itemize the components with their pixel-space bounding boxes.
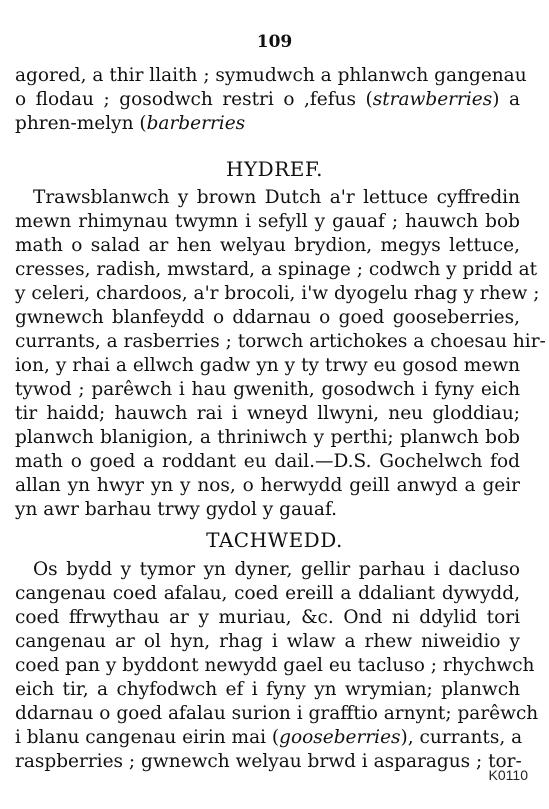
- line-text: allan yn hwyr yn y nos, o herwydd geill anwyd a geir: [15, 475, 520, 496]
- line-text: yn awr barhau trwy gydol y gauaf.: [15, 499, 338, 520]
- text-line: [15, 702, 539, 726]
- text-line: [15, 654, 535, 678]
- text-line: [15, 112, 520, 136]
- section-heading-hydref: HYDREF.: [226, 157, 323, 181]
- line-text: coed pan y byddont newydd gael eu tacluso ; rhychwch: [15, 655, 535, 676]
- line-text: y celeri, chardoos, a'r brocoli, i'w dyogelu rhag y rhew ;: [15, 283, 540, 304]
- line-text: cangenau ar ol hyn, rhag i wlaw a rhew niweidio y: [15, 631, 520, 652]
- text-line: [15, 354, 520, 378]
- text-line: [15, 258, 538, 282]
- italic-term: gooseberries: [279, 727, 401, 748]
- line-text: mewn rhimynau twymn i sefyll y gauaf ; hauwch bob: [15, 211, 520, 232]
- text-line: [15, 234, 520, 258]
- text-line: [15, 726, 523, 750]
- text-line: [15, 306, 520, 330]
- line-text: ) a: [492, 89, 520, 110]
- text-line: [15, 402, 520, 426]
- archive-stamp: K0110: [488, 767, 528, 783]
- text-line: [15, 498, 520, 522]
- text-line: [15, 678, 520, 702]
- text-line: [15, 426, 520, 450]
- text-line: [15, 582, 520, 606]
- line-text: coed ffrwythau ar y muriau, &c. Ond ni ddylid tori: [15, 607, 520, 628]
- line-text: planwch blanigion, a thriniwch y perthi; planwch bob: [15, 427, 520, 448]
- text-line: [15, 450, 520, 474]
- line-text: math o salad ar hen welyau brydion, megys lettuce,: [15, 235, 520, 256]
- line-text: agored, a thir llaith ; symudwch a phlanwch gangenau: [15, 65, 527, 86]
- page-number: 109: [256, 32, 293, 52]
- line-text: ), currants, a: [400, 727, 523, 748]
- line-text: tir haidd; hauwch rai i wneyd llwyni, neu gloddiau;: [15, 403, 520, 424]
- text-line: [15, 750, 520, 774]
- text-line: [15, 210, 520, 234]
- text-line: [15, 330, 546, 354]
- line-text: gwnewch blanfeydd o ddarnau o goed gooseberries,: [15, 307, 520, 328]
- text-line: [33, 186, 520, 210]
- line-text: o flodau ; gosodwch restri o ,fefus (: [15, 89, 373, 110]
- text-line: [15, 474, 520, 498]
- text-line: [15, 64, 527, 88]
- text-line: [15, 606, 520, 630]
- line-text: cangenau coed afalau, coed ereill a ddaliant dywydd,: [15, 583, 520, 604]
- italic-term: barberries: [146, 113, 246, 134]
- line-text: Trawsblanwch y brown Dutch a'r lettuce cyffredin: [33, 187, 520, 208]
- line-text: i blanu cangenau eirin mai (: [15, 727, 280, 748]
- line-text: math o goed a roddant eu dail.—D.S. Gochelwch fod: [15, 451, 520, 472]
- text-line: [33, 558, 520, 582]
- text-line: [15, 282, 540, 306]
- text-line: [15, 378, 520, 402]
- line-text: Os bydd y tymor yn dyner, gellir parhau i dacluso: [33, 559, 520, 580]
- line-text: eich tir, a chyfodwch ef i fyny yn wrymian; planwch: [15, 679, 520, 700]
- line-text: ion, y rhai a ellwch gadw yn y ty trwy eu gosod mewn: [15, 355, 520, 376]
- line-text: ddarnau o goed afalau surion i grafftio arnynt; parêwch: [15, 703, 539, 724]
- text-line: [15, 88, 520, 112]
- text-line: [15, 630, 520, 654]
- italic-term: strawberries: [372, 89, 493, 110]
- line-text: cresses, radish, mwstard, a spinage ; codwch y pridd at: [15, 259, 538, 280]
- line-text: tywod ; parêwch i hau gwenith, gosodwch i fyny eich: [15, 379, 520, 400]
- line-text: phren-melyn (: [15, 113, 147, 134]
- section-heading-tachwedd: TACHWEDD.: [206, 528, 343, 552]
- line-text: currants, a rasberries ; torwch artichokes a choesau hir-: [15, 331, 546, 352]
- line-text: raspberries ; gwnewch welyau brwd i asparagus ; tor-: [15, 751, 522, 772]
